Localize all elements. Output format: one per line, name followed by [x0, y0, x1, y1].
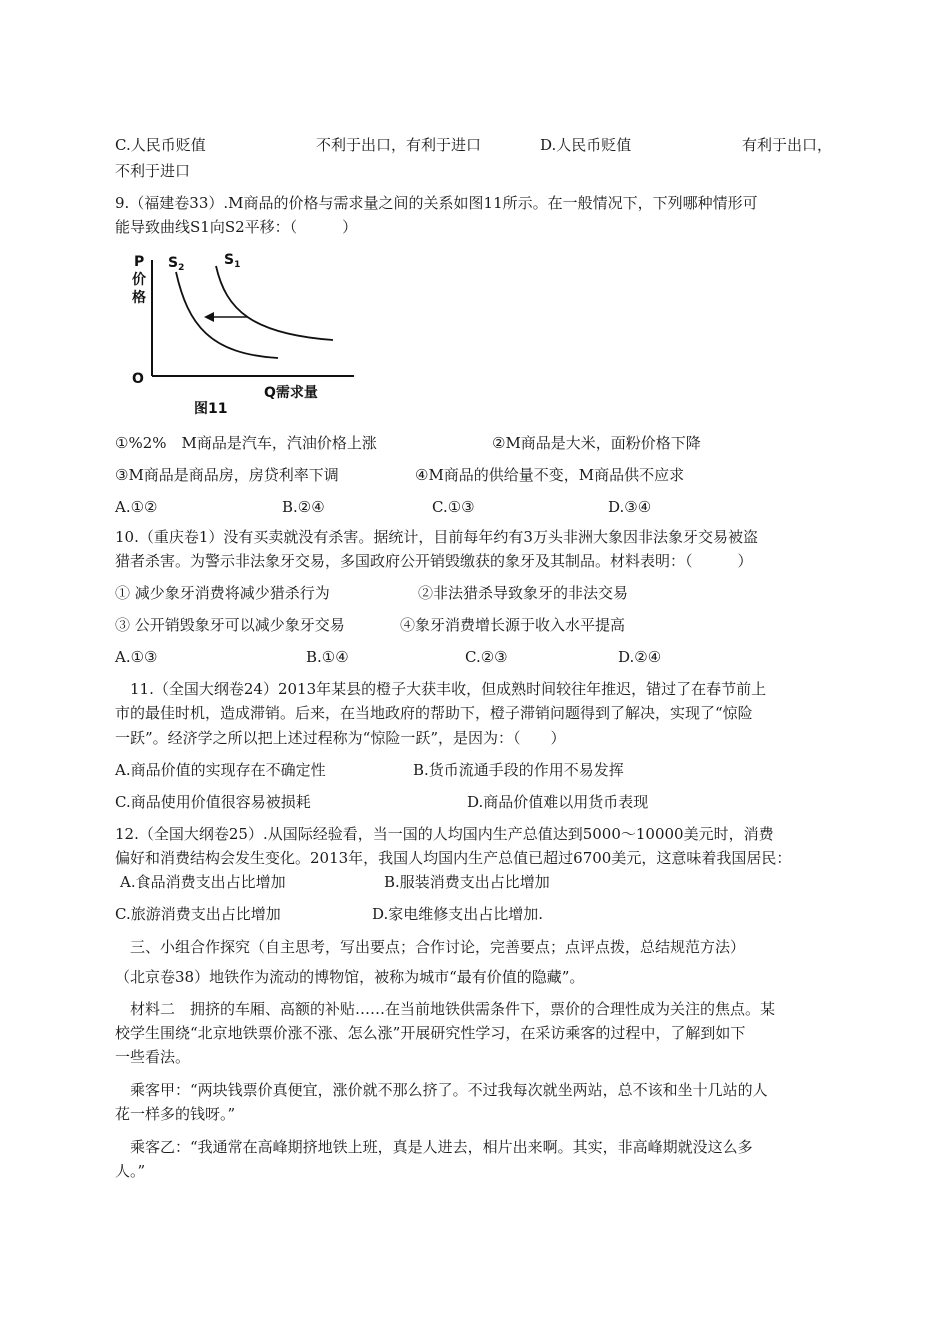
- y-axis-p-label: P: [134, 254, 145, 270]
- origin-label: O: [132, 371, 144, 387]
- q8-option-c-text: 不利于出口，有利于进口: [316, 136, 482, 154]
- q10-option-3: ③ 公开销毁象牙可以减少象牙交易: [115, 616, 345, 634]
- passenger-b-line-2: 人。”: [115, 1162, 146, 1180]
- q10-answer-d: D.②④: [618, 648, 662, 666]
- q11-answer-b: B.货币流通手段的作用不易发挥: [413, 761, 624, 779]
- q9-stem-line-2: 能导致曲线S1向S2平移：（ ）: [115, 218, 358, 236]
- q11-stem-line-1: 11.（全国大纲卷24）2013年某县的橙子大获丰收，但成熟时间较往年推迟，错过了在春节前上: [115, 680, 767, 698]
- q10-option-4: ④象牙消费增长源于收入水平提高: [400, 616, 626, 634]
- material-2-line-3: 一些看法。: [115, 1048, 191, 1066]
- q8-option-d-continued: 不利于进口: [115, 162, 191, 180]
- q12-stem-line-2: 偏好和消费结构会发生变化。2013年，我国人均国内生产总值已超过6700美元，这意味着我国居民：: [115, 849, 792, 867]
- q10-answer-b: B.①④: [306, 648, 349, 666]
- shift-arrow-head: [204, 312, 214, 322]
- q8-option-d-text: 有利于出口，: [742, 136, 833, 154]
- q9-option-4: ④M商品的供给量不变，M商品供不应求: [415, 466, 685, 484]
- section-3-heading: 三、小组合作探究（自主思考，写出要点；合作讨论，完善要点；点评点拨，总结规范方法）: [115, 938, 746, 956]
- q11-answer-a: A.商品价值的实现存在不确定性: [115, 761, 326, 779]
- q11-stem-line-3: 一跃”。经济学之所以把上述过程称为“惊险一跃”，是因为：（ ）: [115, 729, 566, 747]
- q10-answer-c: C.②③: [465, 648, 508, 666]
- q11-answer-c: C.商品使用价值很容易被损耗: [115, 793, 311, 811]
- q12-answer-b: B.服装消费支出占比增加: [384, 873, 550, 891]
- q10-stem-line-2: 猎者杀害。为警示非法象牙交易，多国政府公开销毁缴获的象牙及其制品。材料表明：（ ）: [115, 552, 753, 570]
- q11-answer-d: D.商品价值难以用货币表现: [467, 793, 649, 811]
- y-axis-label-char-2: 格: [132, 290, 146, 306]
- q9-answer-c: C.①③: [432, 498, 475, 516]
- q10-answer-a: A.①③: [115, 648, 158, 666]
- q9-option-3: ③M商品是商品房，房贷利率下调: [115, 466, 339, 484]
- q9-answer-b: B.②④: [282, 498, 325, 516]
- figure-caption: 图11: [194, 401, 228, 417]
- material-2-line-1: 材料二 拥挤的车厢、高额的补贴……在当前地铁供需条件下，票价的合理性成为关注的焦点。某: [115, 1000, 776, 1018]
- q8-option-d-label: D.人民币贬值: [540, 136, 632, 154]
- q10-option-2: ②非法猎杀导致象牙的非法交易: [418, 584, 629, 602]
- material-2-line-2: 校学生围绕“北京地铁票价涨不涨、怎么涨”开展研究性学习，在采访乘客的过程中，了解到如下: [115, 1024, 746, 1042]
- section-3-source: （北京卷38）地铁作为流动的博物馆，被称为城市“最有价值的隐藏”。: [115, 968, 585, 986]
- q8-option-c-label: C.人民币贬值: [115, 136, 206, 154]
- q11-stem-line-2: 市的最佳时机，造成滞销。后来，在当地政府的帮助下，橙子滞销问题得到了解决，实现了“惊险: [115, 704, 753, 722]
- passenger-a-line-2: 花一样多的钱呀。”: [115, 1105, 236, 1123]
- passenger-b-line-1: 乘客乙：“我通常在高峰期挤地铁上班，真是人进去，相片出来啊。其实，非高峰期就没这么多: [115, 1138, 753, 1156]
- demand-curve-figure: [128, 250, 360, 418]
- q9-option-2: ②M商品是大米，面粉价格下降: [492, 434, 701, 452]
- curve-s2-label: $S_2$: [168, 255, 185, 273]
- q12-answer-d: D.家电维修支出占比增加.: [372, 905, 544, 923]
- q9-answer-a: A.①②: [115, 498, 158, 516]
- passenger-a-line-1: 乘客甲：“两块钱票价真便宜，涨价就不那么挤了。不过我每次就坐两站，总不该和坐十几站的人: [115, 1081, 768, 1099]
- q10-option-1: ① 减少象牙消费将减少猎杀行为: [115, 584, 330, 602]
- q10-stem-line-1: 10.（重庆卷1）没有买卖就没有杀害。据统计，目前每年约有3万头非洲大象因非法象牙交易被盗: [115, 528, 758, 546]
- curve-s1-label: $S_1$: [224, 252, 241, 270]
- q12-answer-a: A.食品消费支出占比增加: [120, 873, 286, 891]
- q12-answer-c: C.旅游消费支出占比增加: [115, 905, 281, 923]
- x-axis-label: Q需求量: [264, 385, 318, 401]
- q12-stem-line-1: 12.（全国大纲卷25）.从国际经验看，当一国的人均国内生产总值达到5000～10000美元时，消费: [115, 825, 774, 843]
- q9-answer-d: D.③④: [608, 498, 652, 516]
- q9-option-1: ①%2% M商品是汽车，汽油价格上涨: [115, 434, 377, 452]
- q9-stem-line-1: 9.（福建卷33）.M商品的价格与需求量之间的关系如图11所示。在一般情况下，下列哪种情形可: [115, 194, 758, 212]
- curve-s2: [176, 272, 278, 358]
- curve-s1: [216, 266, 333, 340]
- y-axis-label-char-1: 价: [132, 272, 146, 288]
